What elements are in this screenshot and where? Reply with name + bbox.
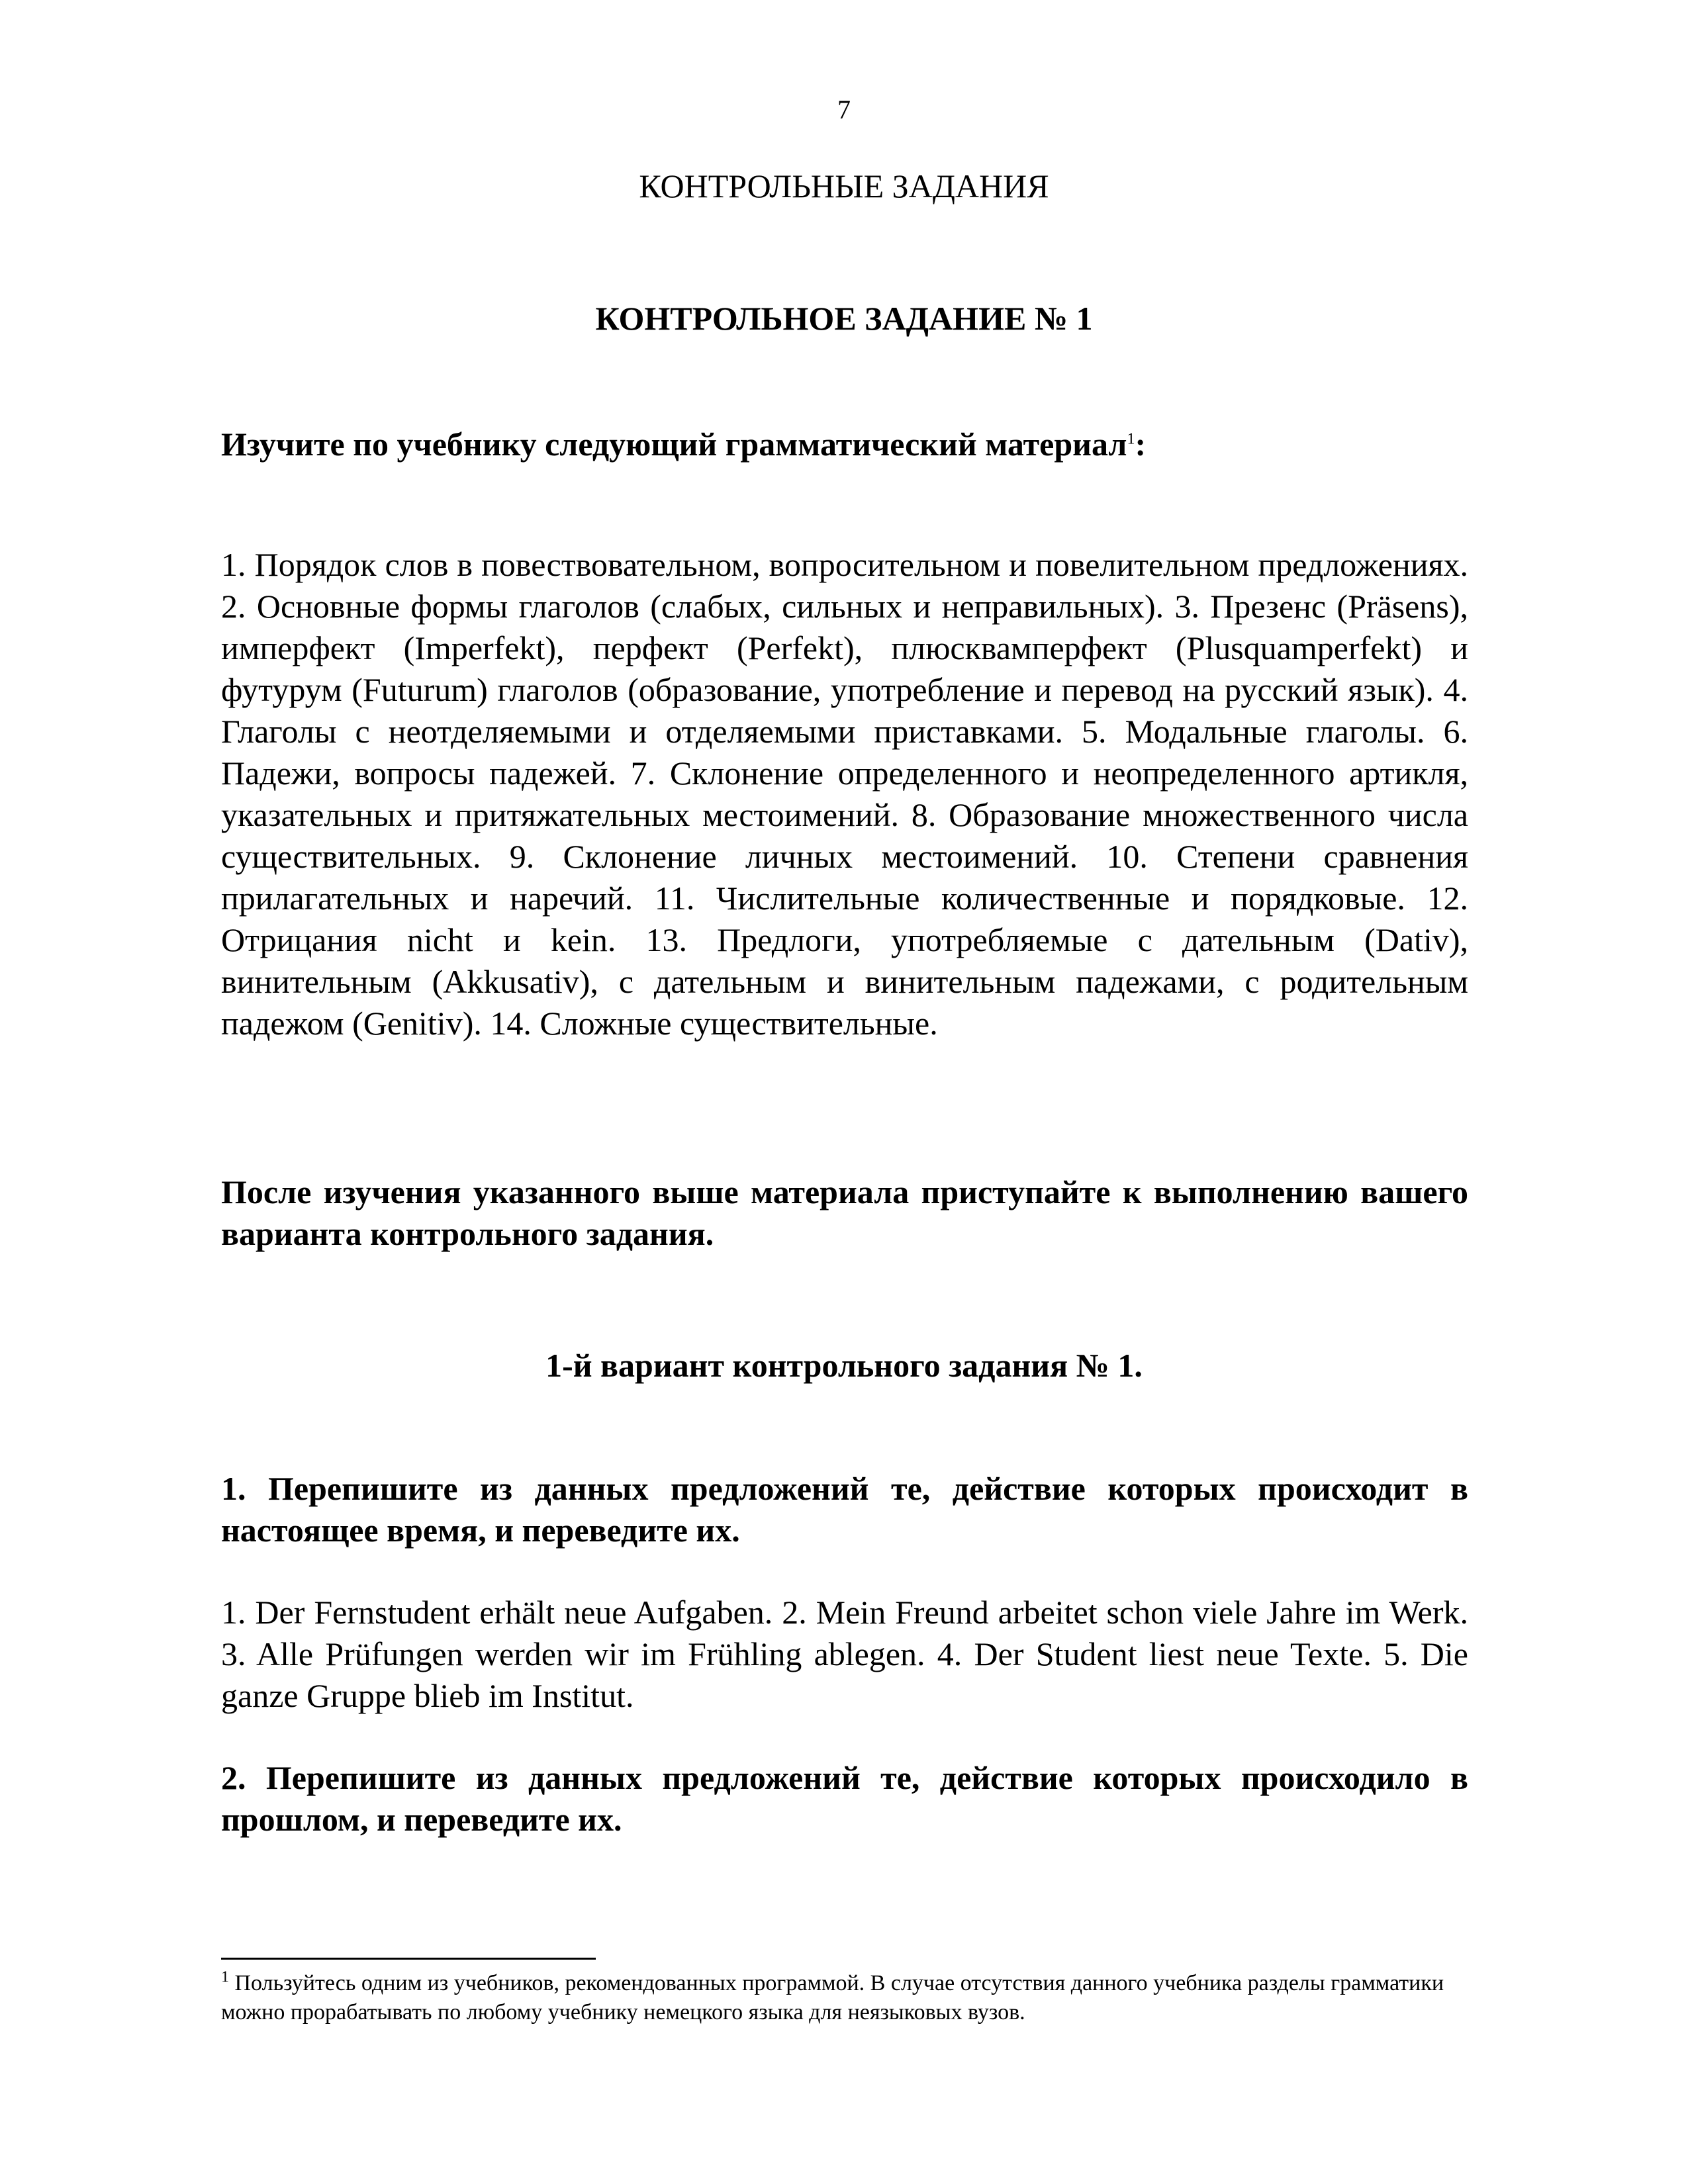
exercise-1-title: 1. Перепишите из данных предложений те, действие которых происходит в настоящее время, и переведите их. <box>221 1470 1468 1549</box>
footnote-divider <box>221 1958 596 1960</box>
after-study-instruction: После изучения указанного выше материала приступайте к выполнению вашего варианта контрольного задания. <box>221 1173 1468 1252</box>
instruction-colon: : <box>1135 426 1147 463</box>
variant-title: 1-й вариант контрольного задания № 1. <box>545 1347 1143 1384</box>
exercise-2-title: 2. Перепишите из данных предложений те, действие которых происходило в прошлом, и переведите их. <box>221 1759 1468 1838</box>
footnote-reference[interactable]: 1 <box>1127 430 1135 448</box>
footnote <box>221 1969 1468 2027</box>
footnote-text: Пользуйтесь одним из учебников, рекомендованных программой. В случае отсутствия данного учебника разделы грамматики можно прорабатывать по любому учебнику немецкого языка для неязыковых вузов. <box>221 1971 1444 2025</box>
instruction-heading <box>221 424 1468 465</box>
page-number: 7 <box>837 95 851 124</box>
instruction-text: Изучите по учебнику следующий грамматический материал <box>221 426 1127 463</box>
footnote-number: 1 <box>221 1968 229 1986</box>
task-title: КОНТРОЛЬНОЕ ЗАДАНИЕ № 1 <box>595 300 1093 337</box>
grammar-topics-paragraph: 1. Порядок слов в повествовательном, вопросительном и повелительном предложениях. 2. Основные формы глаголов (слабых, сильных и неправильных). 3. Презенс (Präsens), имперфект (Imperfekt), перфект (Perfekt), плюсквамперфект (Plusquamperfekt) и футурум (Futurum) глаголов (образование, употребление и перевод на русский язык). 4. Глаголы с неотделяемыми и отделяемыми приставками. 5. Модальные глаголы. 6. Падежи, вопросы падежей. 7. Склонение определенного и неопределенного артикля, указательных и притяжательных местоимений. 8. Образование множественного числа существительных. 9. Склонение личных местоимений. 10. Степени сравнения прилагательных и наречий. 11. Числительные количественные и порядковые. 12. Отрицания nicht и kein. 13. Предлоги, употребляемые с дательным (Dativ), винительным (Akkusativ), с дательным и винительным падежами, с родительным падежом (Genitiv). 14. Сложные существительные. <box>221 546 1468 1042</box>
exercise-1-sentences: 1. Der Fernstudent erhält neue Aufgaben. 2. Mein Freund arbeitet schon viele Jahre im Werk. 3. Alle Prüfungen werden wir im Frühling ablegen. 4. Der Student liest neue Texte. 5. Die ganze Gruppe blieb im Institut. <box>221 1594 1468 1714</box>
section-title: КОНТРОЛЬНЫЕ ЗАДАНИЯ <box>639 167 1049 205</box>
